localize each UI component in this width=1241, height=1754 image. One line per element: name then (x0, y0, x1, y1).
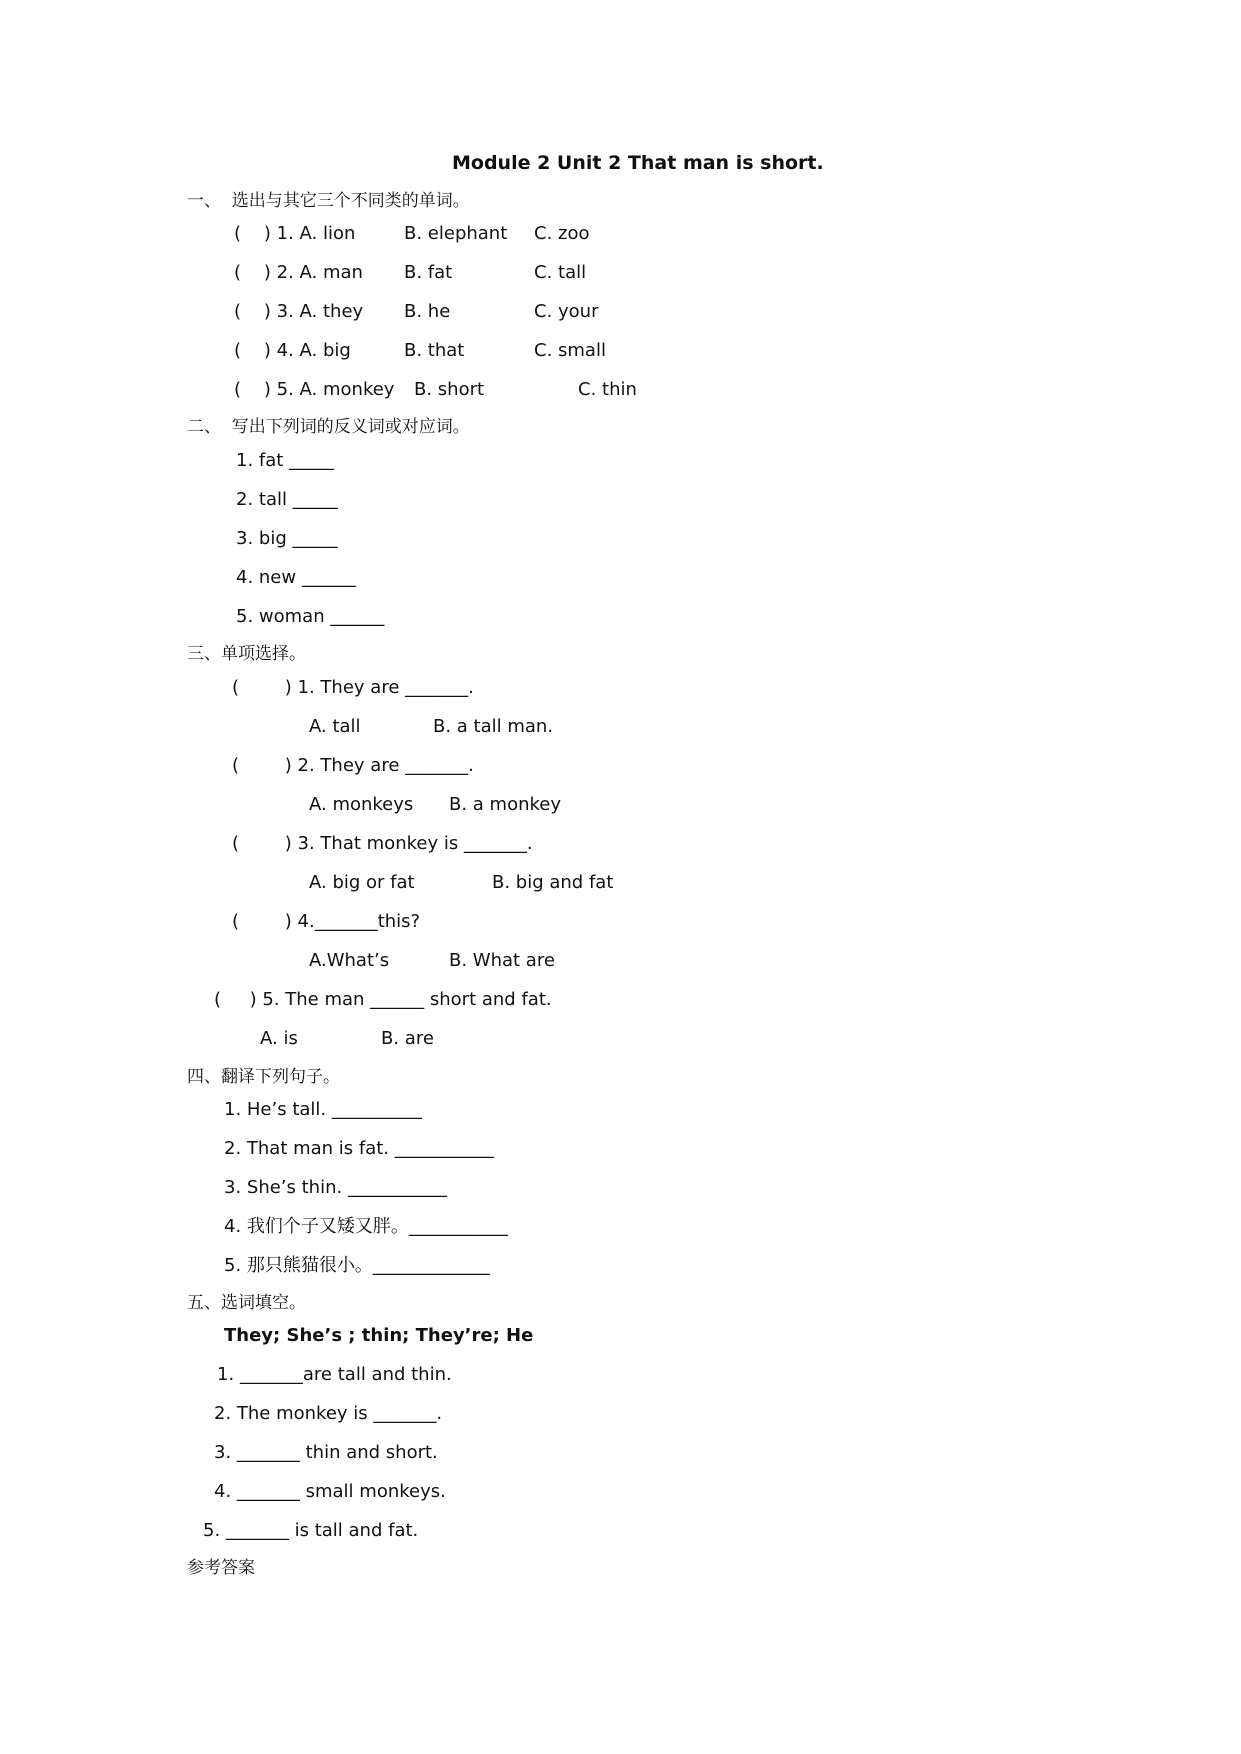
sec3-question-4: ( ) 4._______this? (232, 911, 421, 932)
sec3-q1-option-b: B. a tall man. (433, 716, 554, 737)
sec3-question-5: ( ) 5. The man ______ short and fat. (214, 989, 552, 1010)
sec4-item-4: 4. 我们个子又矮又胖。___________ (224, 1216, 508, 1237)
sec1-row-2-left: ( ) 2. A. man (234, 262, 363, 283)
sec2-item-3: 3. big _____ (236, 528, 338, 549)
page-title: Module 2 Unit 2 That man is short. (452, 152, 824, 174)
sec3-question-3: ( ) 3. That monkey is _______. (232, 833, 533, 854)
sec5-item-2: 2. The monkey is _______. (214, 1403, 443, 1424)
sec2-item-4: 4. new ______ (236, 567, 356, 588)
sec3-q3-option-a: A. big or fat (309, 872, 415, 893)
sec1-row-4-b: B. that (404, 340, 465, 361)
sec1-row-1-left: ( ) 1. A. lion (234, 223, 356, 244)
sec1-row-5-c: C. thin (578, 379, 637, 400)
sec3-q1-option-a: A. tall (309, 716, 361, 737)
sec1-row-4-c: C. small (534, 340, 606, 361)
section-3-heading: 三、单项选择。 (187, 644, 306, 664)
sec1-row-5-left: ( ) 5. A. monkey (234, 379, 395, 400)
sec3-q4-option-b: B. What are (449, 950, 555, 971)
section-5-heading: 五、选词填空。 (187, 1293, 306, 1313)
sec5-item-1: 1. _______are tall and thin. (217, 1364, 452, 1385)
sec1-row-2-b: B. fat (404, 262, 453, 283)
sec3-q2-option-b: B. a monkey (449, 794, 562, 815)
sec3-q5-option-a: A. is (260, 1028, 298, 1049)
section-1-heading: 一、 选出与其它三个不同类的单词。 (187, 191, 470, 211)
section-4-heading: 四、翻译下列句子。 (187, 1067, 340, 1087)
sec1-row-3-b: B. he (404, 301, 451, 322)
sec1-row-5-b: B. short (414, 379, 485, 400)
sec1-row-3-c: C. your (534, 301, 599, 322)
sec1-row-3-left: ( ) 3. A. they (234, 301, 364, 322)
sec2-item-2: 2. tall _____ (236, 489, 338, 510)
sec1-row-1-c: C. zoo (534, 223, 590, 244)
sec4-item-5: 5. 那只熊猫很小。_____________ (224, 1255, 490, 1276)
sec1-row-2-c: C. tall (534, 262, 587, 283)
sec3-q5-option-b: B. are (381, 1028, 434, 1049)
sec3-q2-option-a: A. monkeys (309, 794, 414, 815)
sec3-q3-option-b: B. big and fat (492, 872, 614, 893)
answer-key-heading: 参考答案 (187, 1558, 255, 1578)
sec3-question-2: ( ) 2. They are _______. (232, 755, 474, 776)
sec5-item-4: 4. _______ small monkeys. (214, 1481, 446, 1502)
sec2-item-1: 1. fat _____ (236, 450, 335, 471)
sec1-row-4-left: ( ) 4. A. big (234, 340, 351, 361)
section-2-heading: 二、 写出下列词的反义词或对应词。 (187, 417, 470, 437)
sec3-q4-option-a: A.What’s (309, 950, 390, 971)
sec1-row-1-b: B. elephant (404, 223, 508, 244)
sec5-item-5: 5. _______ is tall and fat. (203, 1520, 419, 1541)
sec5-item-3: 3. _______ thin and short. (214, 1442, 438, 1463)
sec3-question-1: ( ) 1. They are _______. (232, 677, 474, 698)
sec4-item-3: 3. She’s thin. ___________ (224, 1177, 447, 1198)
sec5-word-bank: They; She’s ; thin; They’re; He (224, 1325, 534, 1346)
sec4-item-2: 2. That man is fat. ___________ (224, 1138, 494, 1159)
sec2-item-5: 5. woman ______ (236, 606, 385, 627)
sec4-item-1: 1. He’s tall. __________ (224, 1099, 422, 1120)
